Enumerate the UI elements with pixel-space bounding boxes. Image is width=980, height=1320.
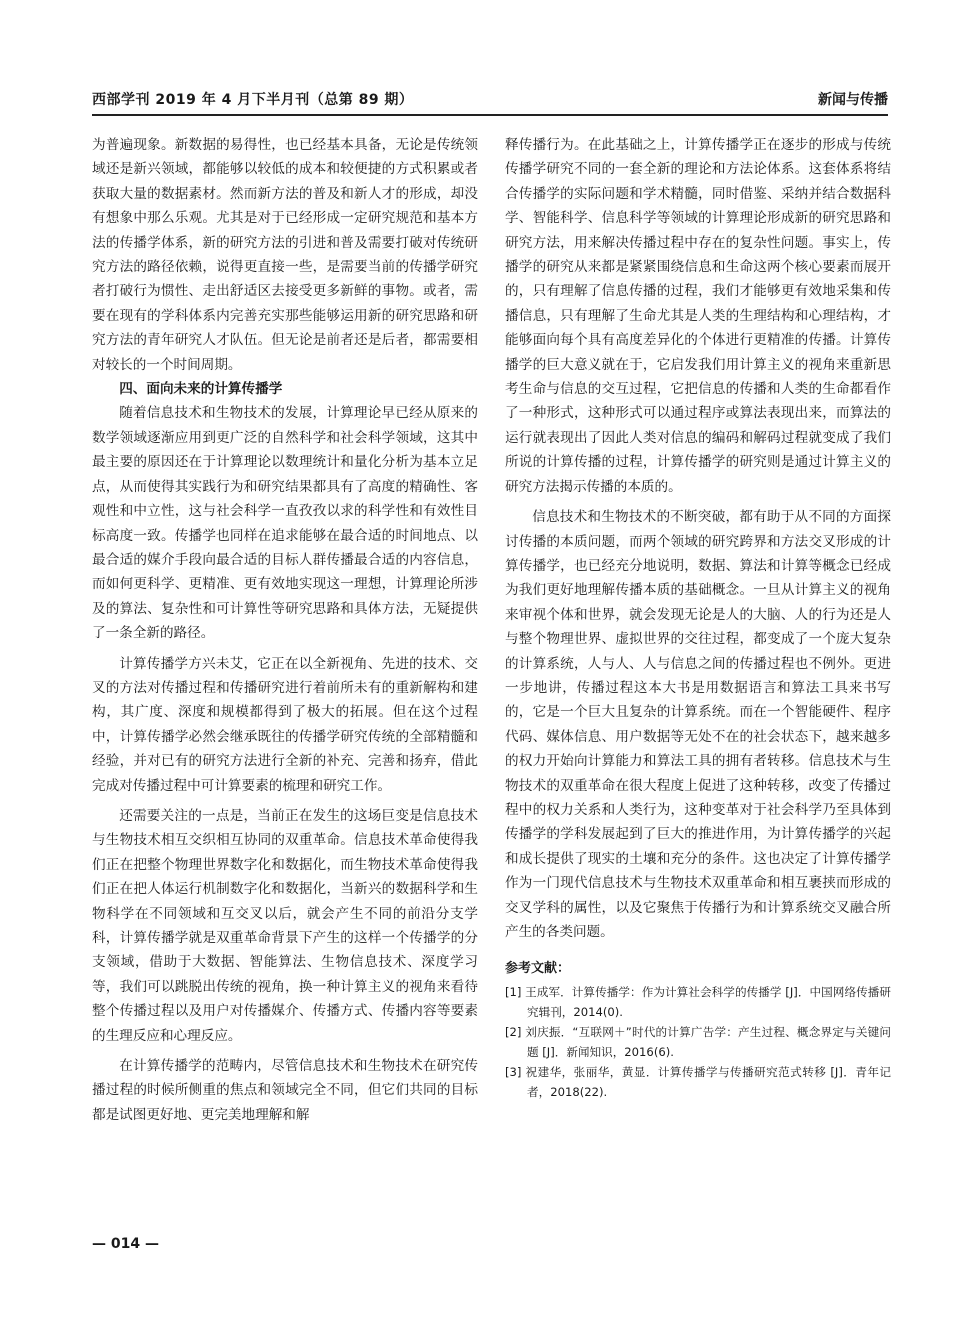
paragraph: 信息技术和生物技术的不断突破，都有助于从不同的方面探讨传播的本质问题，而两个领域的研究跨界和方法交叉形成的计算传播学，也已经充分地说明，数据、算法和计算等概念已经成为我们更好地理解传播本质的基础概念。一旦从计算主义的视角来审视个体和世界，就会发现无论是人的大脑、人的行为还是人与整个物理世界、虚拟世界的交往过程，都变成了一个庞大复杂的计算系统，人与人、人与信息之间的传播过程也不例外。更进一步地讲，传播过程这本大书是用数据语言和算法工具来书写的，它是一个巨大且复杂的计算系统。而在一个智能硬件、程序代码、媒体信息、用户数据等无处不在的社会状态下，越来越多的权力开始向计算能力和算法工具的拥有者转移。信息技术与生物技术的双重革命在很大程度上促进了这种转移，改变了传播过程中的权力关系和人类行为，这种变革对于社会科学乃至具体到传播学的学科发展起到了巨大的推进作用，为计算传播学的兴起和成长提供了现实的土壤和充分的条件。这也决定了计算传播学作为一门现代信息技术与生物技术双重革命和相互裹挟而形成的交叉学科的属性，以及它聚焦于传播行为和计算系统交叉融合所产生的各类问题。: [505, 509, 891, 940]
paragraph: 为普遍现象。新数据的易得性，也已经基本具备，无论是传统领域还是新兴领域，都能够以较低的成本和较便捷的方式积累或者获取大量的数据素材。然而新方法的普及和新人才的形成，却没有想象中那么乐观。尤其是对于已经形成一定研究规范和基本方法的传播学体系，新的研究方法的引进和普及需要打破对传统研究方法的路径依赖，说得更直接一些，是需要当前的传播学研究者打破行为惯性、走出舒适区去接受更多新鲜的事物。或者，需要在现有的学科体系内完善充实那些能够运用新的研究思路和研究方法的青年研究人才队伍。但无论是前者还是后者，都需要相对较长的一个时间周期。: [92, 137, 478, 373]
paragraph: 在计算传播学的范畴内，尽管信息技术和生物技术在研究传播过程的时候所侧重的焦点和领域完全不同，但它们共同的目标都是试图更好地、更完美地理解和解: [92, 1058, 478, 1123]
section-title: 新闻与传播: [818, 92, 888, 108]
references-title: 参考文献：: [505, 961, 571, 977]
running-header: [92, 84, 888, 116]
paragraph: 随着信息技术和生物技术的发展，计算理论早已经从原来的数学领域逐渐应用到更广泛的自然科学和社会科学领域，这其中最主要的原因还在于计算理论以数理统计和量化分析为基本立足点，从而使得其实践行为和研究结果都具有了高度的精确性、客观性和中立性，这与社会科学一直孜孜以求的科学性和有效性目标高度一致。传播学也同样在追求能够在最合适的时间地点、以最合适的媒介手段向最合适的目标人群传播最合适的内容信息，而如何更科学、更精准、更有效地实现这一理想，计算理论所涉及的算法、复杂性和可计算性等研究思路和具体方法，无疑提供了一条全新的路径。: [92, 405, 478, 642]
journal-title: 西部学刊 2019 年 4 月下半月刊（总第 89 期）: [92, 92, 414, 108]
paragraph: 计算传播学方兴未艾，它正在以全新视角、先进的技术、交叉的方法对传播过程和传播研究进行着前所未有的重新解构和建构，其广度、深度和规模都得到了极大的拓展。但在这个过程中，计算传播学必然会继承既往的传播学研究传统的全部精髓和经验，并对已有的研究方法进行全新的补充、完善和扬弃，借此完成对传播过程中可计算要素的梳理和研究工作。: [92, 655, 478, 794]
left-column: [92, 133, 478, 1127]
page-number: — 014 —: [92, 1236, 159, 1252]
right-column: [505, 133, 891, 1102]
references: [505, 958, 891, 1102]
paragraph: 释传播行为。在此基础之上，计算传播学正在逐步的形成与传统传播学研究不同的一套全新的理论和方法论体系。这套体系将结合传播学的实际问题和学术精髓，同时借鉴、采纳并结合数据科学、智能科学、信息科学等领域的计算理论形成新的研究思路和研究方法，用来解决传播过程中存在的复杂性问题。事实上，传播学的研究从来都是紧紧围绕信息和生命这两个核心要素而展开的，只有理解了信息传播的过程，我们才能够更有效地采集和传播信息，只有理解了生命尤其是人类的生理结构和心理结构，才能够面向每个具有高度差异化的个体进行更精准的传播。计算传播学的巨大意义就在于，它启发我们用计算主义的视角来重新思考生命与信息的交互过程，它把信息的传播和人类的生命都看作了一种形式，这种形式可以通过程序或算法表现出来，而算法的运行就表现出了因此人类对信息的编码和解码过程就变成了我们所说的计算传播的过程，计算传播学的研究则是通过计算主义的研究方法揭示传播的本质的。: [505, 137, 891, 495]
reference-item: [2] 刘庆振．“互联网＋”时代的计算广告学：产生过程、概念界定与关键问题 [J]．新闻知识，2016(6).: [505, 1025, 891, 1060]
reference-item: [3] 祝建华，张丽华，黄显．计算传播学与传播研究范式转移 [J]．青年记者，2018(22).: [505, 1065, 891, 1100]
reference-item: [1] 王成军．计算传播学：作为计算社会科学的传播学 [J]．中国网络传播研究辑刊，2014(0).: [505, 985, 891, 1020]
paragraph: 还需要关注的一点是，当前正在发生的这场巨变是信息技术与生物技术相互交织相互协同的双重革命。信息技术革命使得我们正在把整个物理世界数字化和数据化，而生物技术革命使得我们正在把人体运行机制数字化和数据化，当新兴的数据科学和生物科学在不同领域和互交叉以后，就会产生不同的前沿分支学科，计算传播学就是双重革命背景下产生的这样一个传播学的分支领域，借助于大数据、智能算法、生物信息技术、深度学习等，我们可以跳脱出传统的视角，换一种计算主义的视角来看待整个传播过程以及用户对传播媒介、传播方式、传播内容等要素的生理反应和心理反应。: [92, 807, 478, 1044]
reference-list: [505, 982, 891, 1102]
section-heading: 四、面向未来的计算传播学: [119, 381, 283, 398]
